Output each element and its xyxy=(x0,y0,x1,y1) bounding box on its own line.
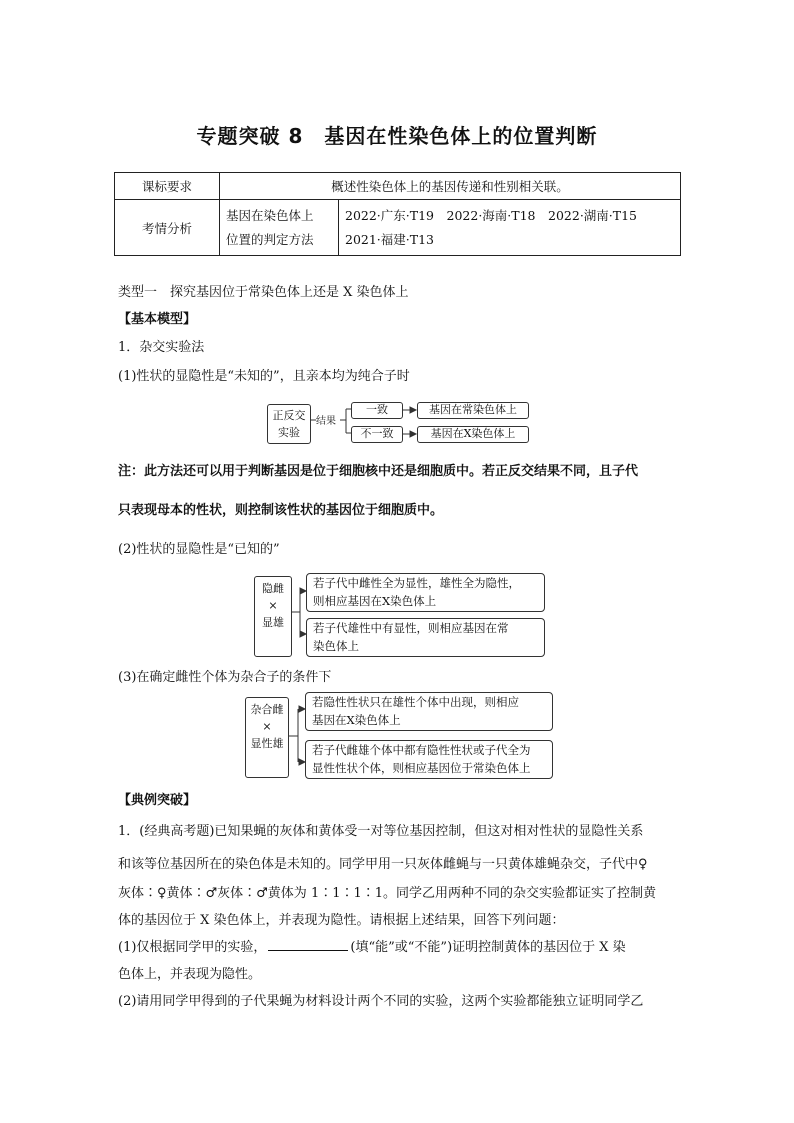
diagram1-source-line2: 实验 xyxy=(278,426,300,439)
table-refs-line1: 2022·广东·T19 2022·海南·T18 2022·湖南·T15 xyxy=(345,207,638,223)
diagram2-source-cross: × xyxy=(268,599,278,612)
q1-sub1-start: (1)仅根据同学甲的实验， xyxy=(118,940,267,955)
note-line1: 注：此方法还可以用于判断基因是位于细胞核中还是细胞质中。若正反交结果不同，且子代 xyxy=(118,464,639,479)
q1-line1: 1．(经典高考题)已知果蝇的灰体和黄体受一对等位基因控制，但这对相对性状的显隐性关系 xyxy=(118,824,644,839)
diagram3-outcome-x xyxy=(305,692,553,731)
answer-blank[interactable] xyxy=(268,938,348,951)
table-refs-line2: 2021·福建·T13 xyxy=(345,231,435,247)
diagram3-bottom-line2: 显性性状个体，则相应基因位于常染色体上 xyxy=(312,761,531,775)
table-label-standard: 课标要求 xyxy=(115,173,220,200)
case3-text: (3)在确定雌性个体为杂合子的条件下 xyxy=(118,670,332,685)
diagram1-outcome-autosome: 基因在常染色体上 xyxy=(417,402,529,419)
q1-sub1-line2: 色体上，并表现为隐性。 xyxy=(118,967,262,982)
diagram2-source-line2: 显雄 xyxy=(262,616,284,629)
table-method-line2: 位置的判定方法 xyxy=(226,231,314,247)
diagram2-bottom-line2: 染色体上 xyxy=(313,639,359,653)
diagram3-top-line1: 若隐性性状只在雄性个体中出现，则相应 xyxy=(312,695,519,709)
diagram1-result-label: 结果 xyxy=(316,416,336,427)
diagram1-source-box xyxy=(267,404,311,444)
diagram1-branch-inconsistent: 不一致 xyxy=(351,426,403,443)
type1-heading: 类型一 探究基因位于常染色体上还是 X 染色体上 xyxy=(118,285,409,300)
basic-model-heading: 【基本模型】 xyxy=(118,312,197,327)
case2-text: (2)性状的显隐性是“已知的” xyxy=(118,542,280,557)
q1-line3: 灰体∶♀黄体∶♂灰体∶♂黄体为 1∶1∶1∶1。同学乙用两种不同的杂交实验都证实了控制黄 xyxy=(118,886,657,901)
note-line2: 只表现母本的性状，则控制该性状的基因位于细胞质中。 xyxy=(118,503,444,518)
typical-heading: 【典例突破】 xyxy=(118,793,197,808)
q1-sub1-end: (填“能”或“不能”)证明控制黄体的基因位于 X 染 xyxy=(350,940,626,955)
diagram3-source-line1: 杂合雌 xyxy=(250,703,284,716)
diagram1-outcome-x: 基因在X染色体上 xyxy=(417,426,529,443)
diagram2-bottom-line1: 若子代雄性中有显性，则相应基因在常 xyxy=(313,621,509,635)
table-label-analysis: 考情分析 xyxy=(115,200,220,256)
diagram3-source-box xyxy=(245,697,289,778)
diagram3-source-cross: × xyxy=(262,720,272,733)
diagram3-source-line2: 显性雄 xyxy=(250,737,284,750)
diagram2-top-line2: 则相应基因在X染色体上 xyxy=(313,594,437,608)
diagram2-outcome-x xyxy=(306,573,545,612)
page-title: 专题突破 8 基因在性染色体上的位置判断 xyxy=(196,124,598,148)
table-value-standard: 概述性染色体上的基因传递和性别相关联。 xyxy=(220,173,681,200)
diagram2-source-box xyxy=(254,576,292,657)
method1-heading: 1．杂交实验法 xyxy=(118,340,205,355)
diagram1-source-line1: 正反交 xyxy=(272,409,306,422)
diagram2-top-line1: 若子代中雌性全为显性，雄性全为隐性， xyxy=(313,576,520,590)
case1-text: (1)性状的显隐性是“未知的”，且亲本均为纯合子时 xyxy=(118,369,410,384)
q1-line4: 体的基因位于 X 染色体上，并表现为隐性。请根据上述结果，回答下列问题： xyxy=(118,913,565,928)
q1-sub2: (2)请用同学甲得到的子代果蝇为材料设计两个不同的实验，这两个实验都能独立证明同学乙 xyxy=(118,994,644,1009)
diagram1-branch-consistent: 一致 xyxy=(351,402,403,419)
diagram3-top-line2: 基因在X染色体上 xyxy=(312,713,401,727)
table-method-line1: 基因在染色体上 xyxy=(226,207,314,223)
diagram2-source-line1: 隐雌 xyxy=(262,582,284,595)
diagram3-outcome-autosome xyxy=(305,740,553,779)
diagram2-outcome-autosome xyxy=(306,618,545,657)
diagram3-bottom-line1: 若子代雌雄个体中都有隐性性状或子代全为 xyxy=(312,743,531,757)
q1-line2: 和该等位基因所在的染色体是未知的。同学甲用一只灰体雌蝇与一只黄体雄蝇杂交，子代中♀ xyxy=(118,857,648,872)
q1-sub1 xyxy=(118,936,626,955)
